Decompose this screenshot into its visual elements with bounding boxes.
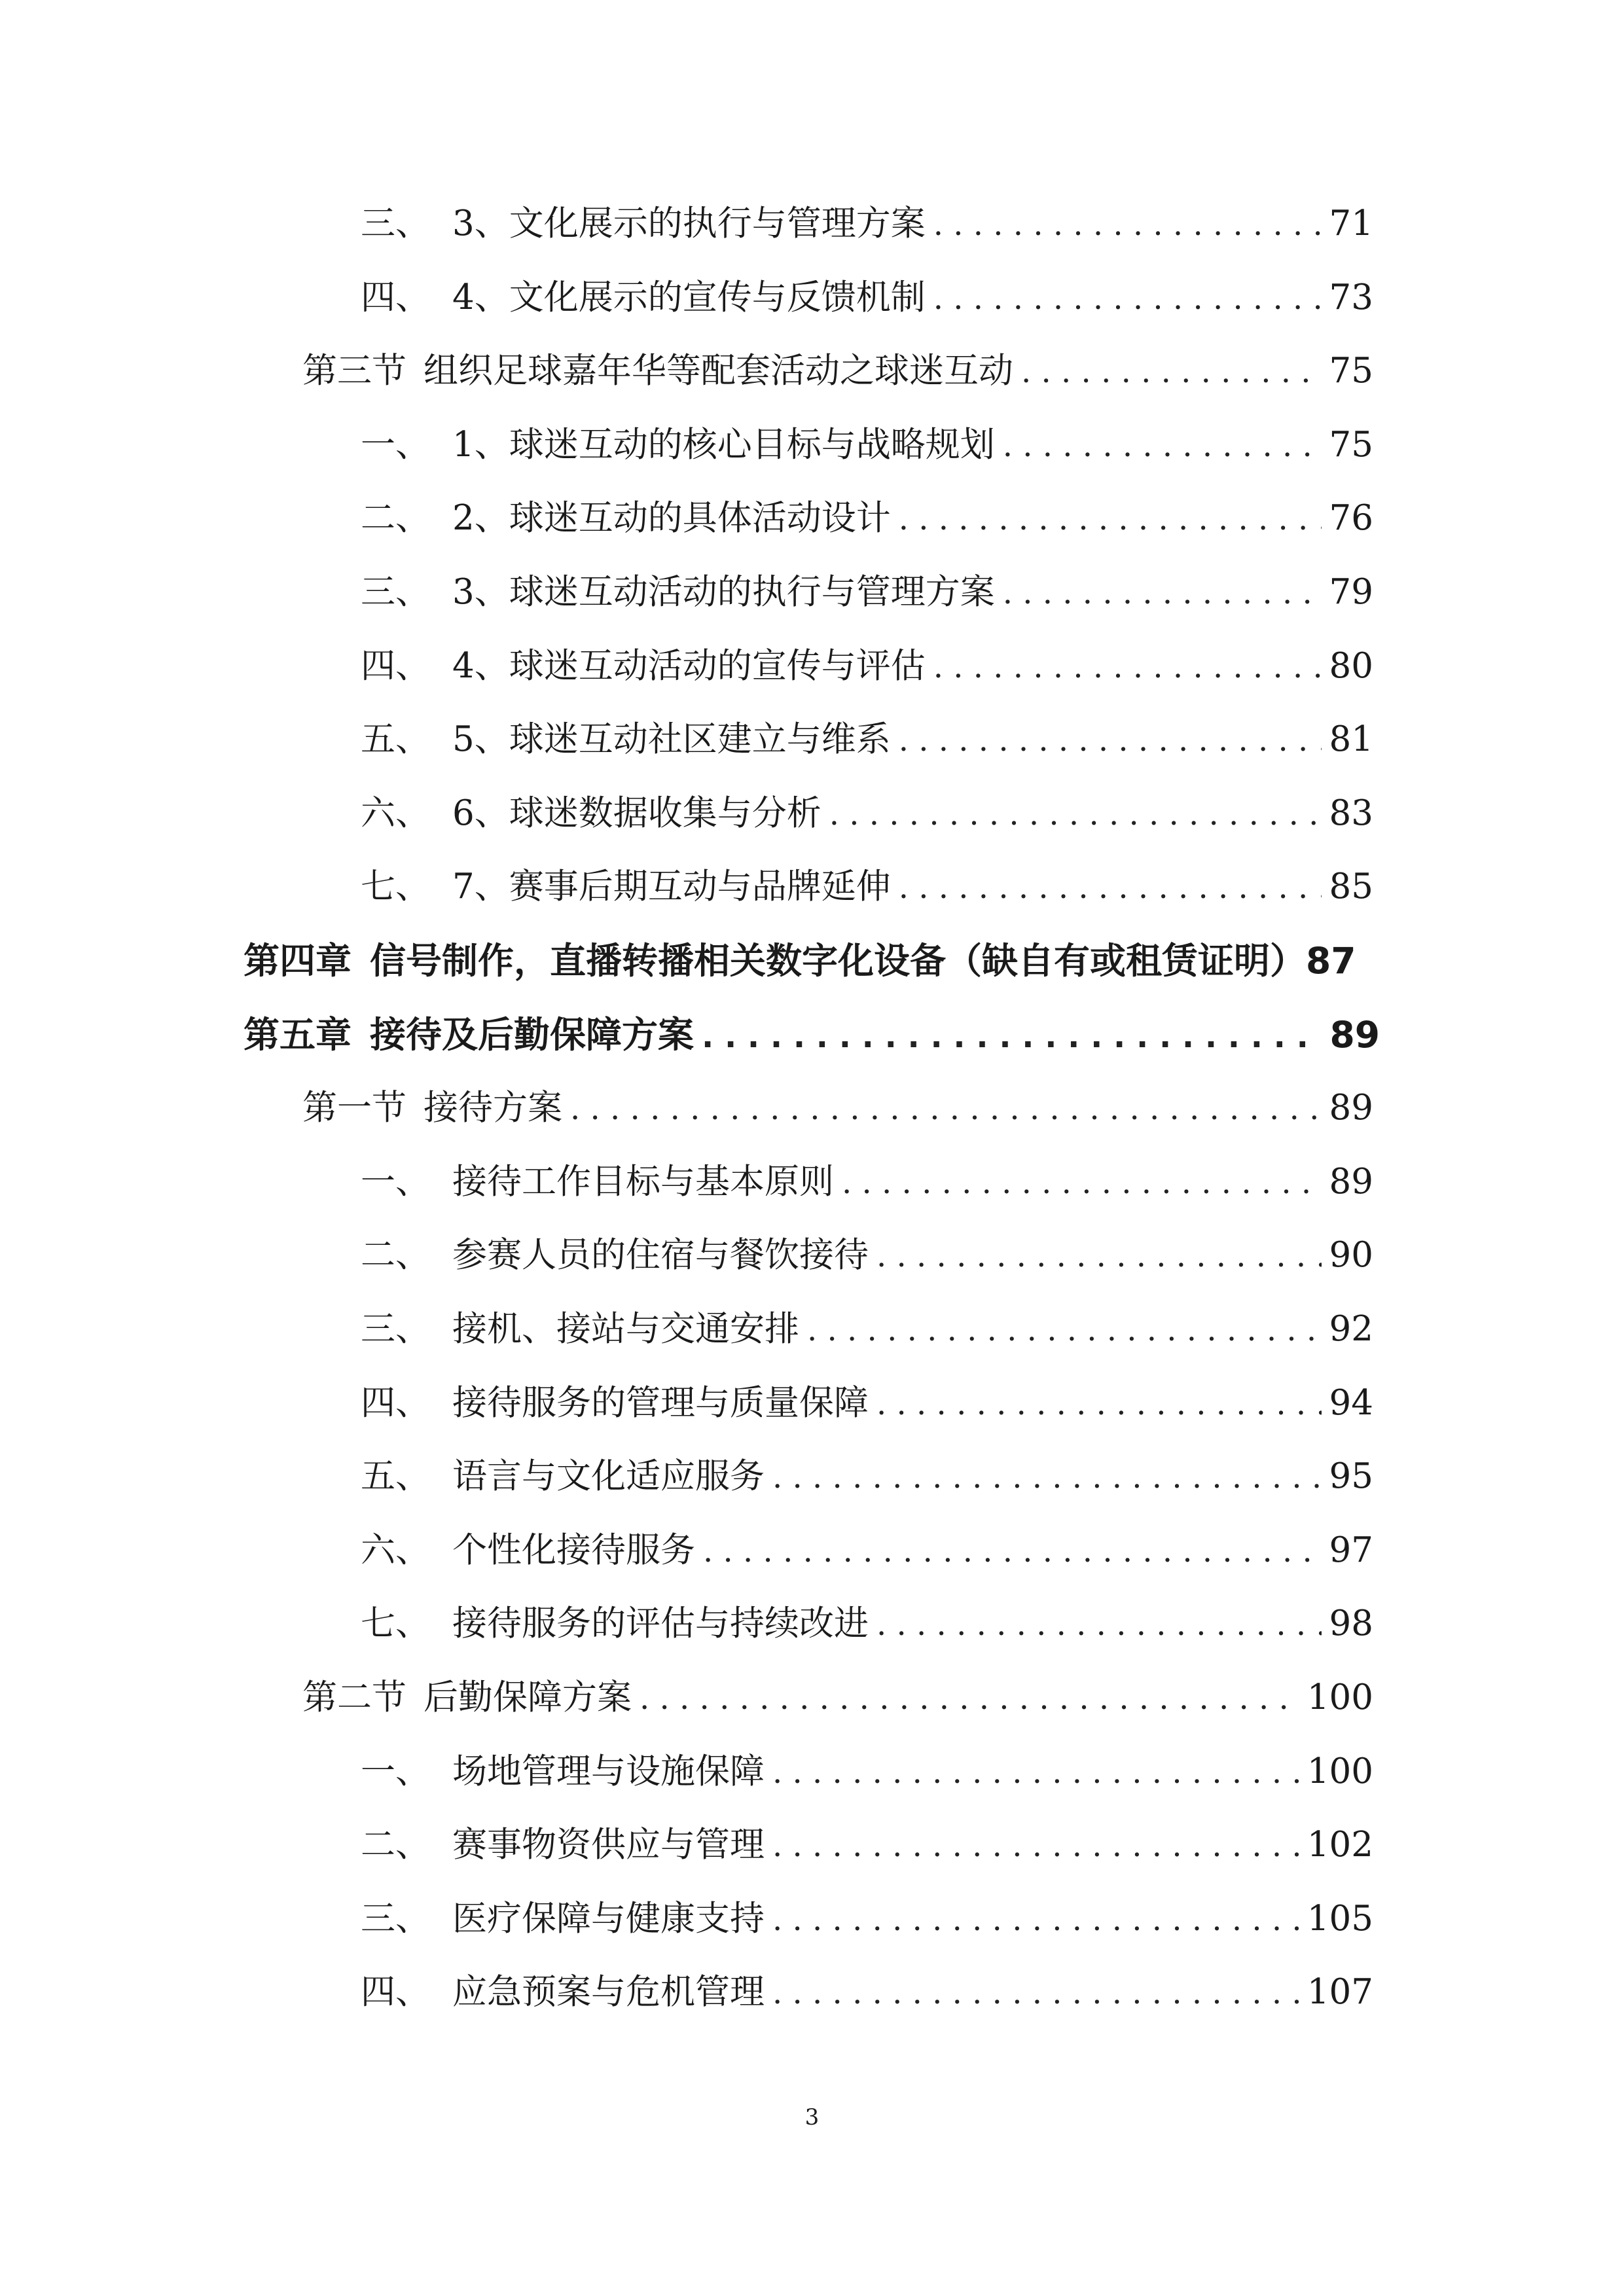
dot-leader: [570, 1083, 1322, 1135]
toc-entry-title: 信号制作，直播转播相关数字化设备（缺自有或租赁证明）: [370, 940, 1307, 982]
toc-entry-title: 4、球迷互动活动的宣传与评估: [452, 646, 926, 686]
toc-entry-page: 87: [1306, 940, 1356, 982]
toc-entry-title: 接待服务的管理与质量保障: [452, 1383, 869, 1423]
toc-entry-item[interactable]: [361, 1893, 1373, 1945]
toc-entry-title: 5、球迷互动社区建立与维系: [452, 719, 891, 759]
toc-entry-page: 92: [1329, 1309, 1373, 1349]
toc-entry-title: 接待及后勤保障方案: [370, 1014, 695, 1056]
dot-leader: [772, 1820, 1299, 1872]
toc-entry-number: 一、: [361, 1162, 430, 1202]
toc-entry-item[interactable]: [361, 1156, 1373, 1208]
toc-entry-page: 80: [1329, 646, 1373, 686]
dot-leader: [702, 1011, 1322, 1063]
toc-entry-number: 四、: [361, 1972, 430, 2012]
dot-leader: [933, 198, 1322, 251]
toc-entry-page: 73: [1329, 278, 1373, 317]
toc-entry-item[interactable]: [361, 1524, 1373, 1577]
toc-entry-item[interactable]: [361, 787, 1373, 840]
toc-entry-item[interactable]: [361, 1450, 1373, 1503]
toc-entry-number: 五、: [361, 1456, 430, 1496]
toc-entry-chapter[interactable]: [244, 1009, 1380, 1061]
toc-entry-number: 一、: [361, 425, 430, 465]
toc-entry-title: 2、球迷互动的具体活动设计: [452, 498, 891, 538]
toc-entry-title: 赛事物资供应与管理: [452, 1825, 765, 1865]
dot-leader: [876, 1378, 1322, 1430]
toc-entry-number: 第五章: [244, 1014, 352, 1056]
toc-entry-item[interactable]: [361, 1598, 1373, 1650]
toc-entry-number: 四、: [361, 1383, 430, 1423]
toc-entry-section[interactable]: [302, 1672, 1373, 1724]
toc-entry-page: 94: [1329, 1383, 1373, 1423]
toc-entry-item[interactable]: [361, 419, 1373, 471]
dot-leader: [772, 1451, 1322, 1503]
toc-entry-page: 97: [1329, 1530, 1373, 1570]
toc-entry-title: 3、文化展示的执行与管理方案: [452, 204, 926, 243]
toc-entry-chapter[interactable]: [244, 935, 1380, 987]
toc-entry-title: 参赛人员的住宿与餐饮接待: [452, 1235, 869, 1275]
toc-entry-page: 89: [1329, 1162, 1373, 1202]
toc-entry-title: 接待工作目标与基本原则: [452, 1162, 834, 1202]
toc-entry-page: 75: [1329, 425, 1373, 465]
toc-entry-item[interactable]: [361, 1746, 1373, 1798]
toc-entry-title: 接待服务的评估与持续改进: [452, 1604, 869, 1643]
toc-entry-item[interactable]: [361, 566, 1373, 619]
dot-leader: [772, 1967, 1299, 2019]
toc-entry-number: 四、: [361, 278, 430, 317]
toc-entry-number: 六、: [361, 1530, 430, 1570]
dot-leader: [842, 1157, 1322, 1209]
dot-leader: [703, 1525, 1322, 1577]
toc-entry-title: 个性化接待服务: [452, 1530, 695, 1570]
toc-entry-title: 医疗保障与健康支持: [452, 1899, 765, 1939]
dot-leader: [899, 861, 1322, 914]
toc-entry-title: 接机、接站与交通安排: [452, 1309, 799, 1349]
toc-entry-item[interactable]: [361, 713, 1373, 766]
toc-entry-page: 89: [1329, 1088, 1373, 1128]
dot-leader: [772, 1893, 1299, 1946]
toc-entry-item[interactable]: [361, 1966, 1373, 2018]
toc-entry-number: 二、: [361, 1235, 430, 1275]
toc-entry-title: 语言与文化适应服务: [452, 1456, 765, 1496]
toc-entry-number: 五、: [361, 719, 430, 759]
toc-entry-page: 76: [1329, 498, 1373, 538]
toc-entry-title: 3、球迷互动活动的执行与管理方案: [452, 572, 995, 612]
toc-entry-item[interactable]: [361, 1819, 1373, 1871]
toc-entry-page: 89: [1329, 1014, 1380, 1056]
toc-entry-page: 102: [1307, 1825, 1373, 1865]
toc-entry-item[interactable]: [361, 272, 1373, 324]
dot-leader: [829, 788, 1322, 840]
dot-leader: [876, 1598, 1322, 1651]
toc-entry-page: 81: [1329, 719, 1373, 759]
toc-entry-page: 95: [1329, 1456, 1373, 1496]
toc-entry-item[interactable]: [361, 1377, 1373, 1429]
toc-entry-number: 六、: [361, 793, 430, 833]
dot-leader: [1021, 346, 1322, 398]
dot-leader: [1003, 567, 1322, 619]
toc-entry-number: 三、: [361, 1309, 430, 1349]
toc-entry-page: 85: [1329, 867, 1373, 906]
toc-entry-number: 七、: [361, 1604, 430, 1643]
toc-entry-page: 107: [1307, 1972, 1373, 2012]
toc-entry-page: 90: [1329, 1235, 1373, 1275]
toc-entry-number: 三、: [361, 204, 430, 243]
toc-entry-section[interactable]: [302, 345, 1373, 397]
toc-entry-number: 七、: [361, 867, 430, 906]
dot-leader: [899, 493, 1322, 545]
toc-entry-title: 4、文化展示的宣传与反馈机制: [452, 278, 926, 317]
toc-entry-number: 四、: [361, 646, 430, 686]
toc-entry-number: 第一节: [302, 1088, 406, 1128]
toc-entry-number: 第二节: [302, 1677, 406, 1717]
toc-entry-title: 1、球迷互动的核心目标与战略规划: [452, 425, 995, 465]
toc-entry-page: 98: [1329, 1604, 1373, 1643]
toc-entry-number: 三、: [361, 572, 430, 612]
toc-entry-page: 71: [1329, 204, 1373, 243]
toc-entry-number: 二、: [361, 498, 430, 538]
toc-entry-item[interactable]: [361, 492, 1373, 545]
toc-entry-page: 83: [1329, 793, 1373, 833]
dot-leader: [1003, 420, 1322, 472]
toc-entry-page: 100: [1307, 1751, 1373, 1791]
toc-entry-number: 第三节: [302, 351, 406, 391]
toc-entry-title: 场地管理与设施保障: [452, 1751, 765, 1791]
dot-leader: [807, 1304, 1322, 1356]
toc-entry-page: 105: [1307, 1899, 1373, 1939]
dot-leader: [772, 1746, 1299, 1799]
dot-leader: [933, 272, 1322, 325]
toc-entry-title: 7、赛事后期互动与品牌延伸: [452, 867, 891, 906]
toc-entry-title: 后勤保障方案: [424, 1677, 632, 1717]
toc-entry-page: 75: [1329, 351, 1373, 391]
toc-entry-number: 二、: [361, 1825, 430, 1865]
dot-leader: [933, 641, 1322, 693]
toc-entry-page: 79: [1329, 572, 1373, 612]
toc-entry-section[interactable]: [302, 1082, 1373, 1134]
toc-entry-item[interactable]: [361, 861, 1373, 913]
toc-entry-item[interactable]: [361, 640, 1373, 692]
toc-entry-item[interactable]: [361, 1303, 1373, 1355]
toc-entry-number: 一、: [361, 1751, 430, 1791]
toc-entry-number: 第四章: [244, 940, 352, 982]
toc-entry-title: 6、球迷数据收集与分析: [452, 793, 821, 833]
toc-entry-item[interactable]: [361, 198, 1373, 250]
dot-leader: [899, 714, 1322, 766]
dot-leader: [876, 1230, 1322, 1282]
toc-entry-title: 接待方案: [424, 1088, 562, 1128]
toc-entry-item[interactable]: [361, 1229, 1373, 1282]
toc-entry-page: 100: [1307, 1677, 1373, 1717]
page-number: 3: [804, 2104, 820, 2130]
toc-entry-title: 应急预案与危机管理: [452, 1972, 765, 2012]
toc-entry-title: 组织足球嘉年华等配套活动之球迷互动: [424, 351, 1013, 391]
dot-leader: [640, 1672, 1299, 1725]
toc-entry-number: 三、: [361, 1899, 430, 1939]
